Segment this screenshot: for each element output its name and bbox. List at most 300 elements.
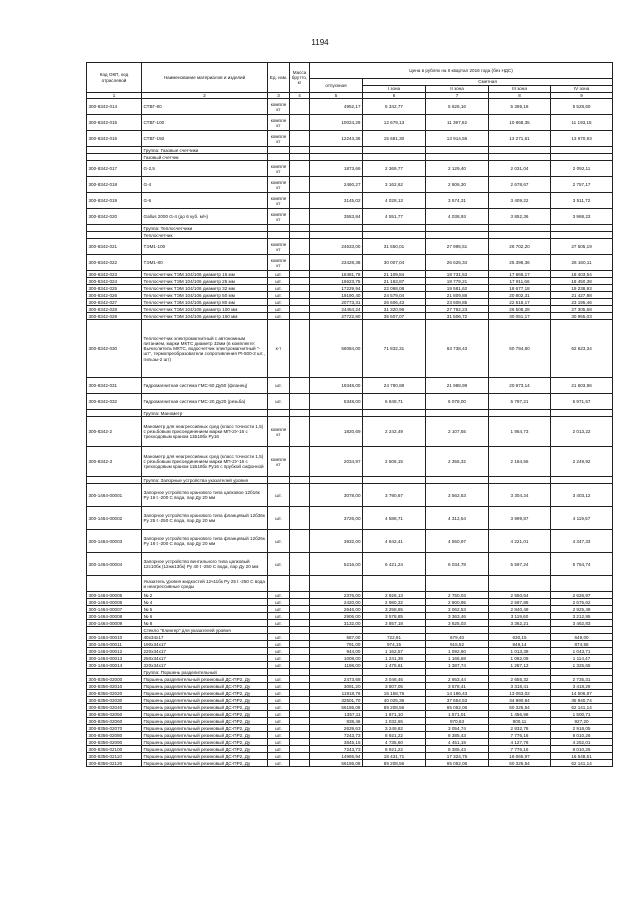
cell-zone-4: 3 968,23 [551, 209, 613, 225]
cell-release: 1873,66 [310, 161, 363, 177]
cell-unit [268, 576, 290, 592]
cell-release: 56084,00 [310, 320, 363, 378]
cell-mass [290, 553, 310, 576]
cell-zone-2: 1 571,01 [426, 711, 489, 718]
group-label: Указатель уровня жидкостей 12ч11бк Ру 25 t -250 С вода и неагрессивные среды [142, 576, 268, 592]
cell-zone-4: 4 252,01 [551, 739, 613, 746]
cell-code: 300-8356-02110 [87, 753, 142, 760]
table-row [87, 641, 613, 648]
cell-zone-3: 3 318,41 [489, 683, 551, 690]
cell-zone-3: 2 655,32 [489, 676, 551, 683]
cell-code [87, 225, 142, 232]
cell-mass [290, 161, 310, 177]
cell-zone-4: 62 623,34 [551, 320, 613, 378]
cell-mass [290, 613, 310, 620]
cell-mass [290, 225, 310, 232]
cell-unit: шт. [268, 613, 290, 620]
cell-release: 16623,75 [310, 278, 363, 285]
cell-mass [290, 410, 310, 417]
cell-code: 300-1464-00010 [87, 634, 142, 641]
cell-zone-3: 3 362,21 [489, 620, 551, 627]
cell-mass [290, 115, 310, 131]
cell-mass [290, 378, 310, 394]
cell-zone-4: 23 195,46 [551, 299, 613, 306]
cell-zone-2 [426, 154, 489, 161]
table-row [87, 613, 613, 620]
cell-zone-4: 2 757,17 [551, 177, 613, 193]
cell-zone-4 [551, 232, 613, 239]
cell-zone-1 [363, 410, 426, 417]
cell-mass [290, 599, 310, 606]
group-row [87, 410, 613, 417]
cell-zone-1 [363, 232, 426, 239]
cell-unit [268, 410, 290, 417]
cell-zone-1: 3 857,18 [363, 620, 426, 627]
cell-zone-4: 1 500,71 [551, 711, 613, 718]
col-num: 3 [268, 93, 290, 99]
table-row [87, 530, 613, 553]
cell-zone-2 [426, 147, 489, 154]
group-row [87, 154, 613, 161]
table-row [87, 655, 613, 662]
cell-release: 2906,00 [310, 613, 363, 620]
cell-code [87, 232, 142, 239]
cell-mass [290, 627, 310, 634]
cell-code: 300-8342-3 [87, 447, 142, 477]
cell-release: 838,46 [310, 718, 363, 725]
cell-code: 300-8342-016 [87, 131, 142, 147]
cell-zone-1: 31 320,96 [363, 306, 426, 313]
cell-zone-1 [363, 154, 426, 161]
cell-zone-1: 2 506,15 [363, 447, 426, 477]
cell-zone-1: 3 578,85 [363, 613, 426, 620]
cell-zone-2: 65 052,06 [426, 760, 489, 767]
cell-name: № 8 [142, 620, 268, 627]
cell-unit: шт. [268, 292, 290, 299]
cell-release: 1820,69 [310, 417, 363, 447]
page-number: 1194 [311, 38, 329, 47]
cell-zone-4: 4 347,33 [551, 530, 613, 553]
cell-zone-1: 2 980,32 [363, 599, 426, 606]
cell-zone-4: 874,55 [551, 641, 613, 648]
cell-code: 300-1464-00014 [87, 662, 142, 669]
table-row [87, 306, 613, 313]
cell-name: Поршень разделительный резиновый ДС-ПР2, Ду [142, 760, 268, 767]
cell-zone-2: 6 034,78 [426, 553, 489, 576]
cell-unit: шт. [268, 725, 290, 732]
cell-unit: компле кт [268, 447, 290, 477]
cell-zone-3 [489, 669, 551, 676]
cell-release: 1357,11 [310, 711, 363, 718]
cell-zone-2: 4 038,93 [426, 209, 489, 225]
cell-name: Манометр для неагрессивных сред (класс точности 1,5) с резьбовым присоединением марки МП-2У-16 с трехходовым краном 11Б18бк Ру16 [142, 417, 268, 447]
cell-code: 300-8356-02050 [87, 711, 142, 718]
cell-zone-1: 24 780,89 [363, 378, 426, 394]
cell-zone-4: 1 325,65 [551, 662, 613, 669]
cell-release: 3932,00 [310, 530, 363, 553]
cell-zone-4: 16 548,51 [551, 753, 613, 760]
cell-mass [290, 177, 310, 193]
cell-zone-2: 27 995,51 [426, 239, 489, 255]
cell-zone-4: 649,00 [551, 634, 613, 641]
cell-release: 791,00 [310, 641, 363, 648]
cell-zone-3: 18 677,18 [489, 285, 551, 292]
cell-zone-3: 849,14 [489, 641, 551, 648]
cell-zone-4: 927,20 [551, 718, 613, 725]
cell-unit: компле кт [268, 239, 290, 255]
cell-zone-2: 63 738,43 [426, 320, 489, 378]
cell-code: 300-1464-00004 [87, 553, 142, 576]
cell-release: 17229,94 [310, 285, 363, 292]
table-row [87, 417, 613, 447]
cell-code: 300-8356-02020 [87, 690, 142, 697]
cell-unit: компле кт [268, 209, 290, 225]
cell-zone-2: 3 574,31 [426, 193, 489, 209]
cell-zone-4: 35 940,74 [551, 697, 613, 704]
cell-name: № 6 [142, 613, 268, 620]
cell-zone-2: 6 078,00 [426, 394, 489, 410]
cell-code [87, 477, 142, 484]
cell-unit: шт. [268, 313, 290, 320]
cell-mass [290, 711, 310, 718]
cell-zone-1: 22 068,08 [363, 285, 426, 292]
col-num: 6 [363, 93, 426, 99]
cell-zone-4: 18 450,38 [551, 278, 613, 285]
table-row [87, 711, 613, 718]
group-label: Стекло "Клингер" для указателей уровня [142, 627, 268, 634]
cell-zone-2: 2 129,40 [426, 161, 489, 177]
group-row [87, 627, 613, 634]
cell-zone-2: 23 608,85 [426, 299, 489, 306]
cell-mass [290, 394, 310, 410]
cell-code: 300-8356-02120 [87, 760, 142, 767]
cell-name: Теплосчетчик ТЭМ 104/106 диаметр 32 мм [142, 285, 268, 292]
cell-mass [290, 753, 310, 760]
cell-name: Поршень разделительный резиновый ДС-ПР2, Ду [142, 746, 268, 753]
cell-unit: компле кт [268, 131, 290, 147]
cell-zone-1: 4 588,71 [363, 507, 426, 530]
cell-release [310, 627, 363, 634]
cell-zone-1 [363, 225, 426, 232]
cell-zone-2: 4 550,97 [426, 530, 489, 553]
group-row [87, 147, 613, 154]
cell-mass [290, 732, 310, 739]
cell-zone-4: 26 160,11 [551, 255, 613, 271]
group-row [87, 477, 613, 484]
cell-mass [290, 530, 310, 553]
cell-zone-3: 630,15 [489, 634, 551, 641]
cell-zone-4: 8 010,26 [551, 732, 613, 739]
cell-name: Теплосчетчик ТЭМ 104/106 диаметр 15 мм [142, 271, 268, 278]
cell-zone-3: 7 776,16 [489, 732, 551, 739]
cell-zone-1: 15 158,76 [363, 690, 426, 697]
cell-code [87, 627, 142, 634]
table-row [87, 634, 613, 641]
table-row [87, 662, 613, 669]
table-row [87, 285, 613, 292]
cell-release [310, 576, 363, 592]
cell-code: 300-8342-023 [87, 271, 142, 278]
cell-release: 27722,80 [310, 313, 363, 320]
cell-mass [290, 576, 310, 592]
cell-zone-1 [363, 669, 426, 676]
cell-zone-1: 18 431,71 [363, 753, 426, 760]
cell-zone-4 [551, 627, 613, 634]
cell-zone-3: 3 304,24 [489, 484, 551, 507]
cell-mass [290, 255, 310, 271]
cell-release: 3078,00 [310, 484, 363, 507]
cell-zone-2: 1 387,74 [426, 662, 489, 669]
cell-name: Манометр для неагрессивных сред (класс точности 1,5) с резьбовым присоединением марки МП-2У-16 с трехходовым краном 11Б18бк Ру16 с прубкой сифонной [142, 447, 268, 477]
cell-zone-4: 5 971,57 [551, 394, 613, 410]
cell-mass [290, 739, 310, 746]
cell-mass [290, 306, 310, 313]
cell-zone-1: 1 241,39 [363, 655, 426, 662]
cell-mass [290, 99, 310, 115]
cell-name: Теплосчетчик ТЭМ 104/106 диаметр 50 мм [142, 292, 268, 299]
table-row [87, 484, 613, 507]
cell-unit: шт. [268, 676, 290, 683]
cell-zone-1: 3 048,46 [363, 676, 426, 683]
cell-zone-2 [426, 232, 489, 239]
cell-zone-4: 2 092,11 [551, 161, 613, 177]
cell-zone-1: 21 109,84 [363, 271, 426, 278]
cell-zone-2: 3 625,03 [426, 620, 489, 627]
cell-name: Поршень разделительный резиновый ДС-ПР2, Ду [142, 683, 268, 690]
cell-release: 3132,00 [310, 620, 363, 627]
cell-zone-2: 915,52 [426, 641, 489, 648]
table-row [87, 394, 613, 410]
cell-code: 300-8342-017 [87, 161, 142, 177]
cell-unit: шт. [268, 683, 290, 690]
cell-zone-2: 4 312,54 [426, 507, 489, 530]
table-row [87, 620, 613, 627]
header-zone-2: II зона [426, 86, 489, 93]
cell-release: 20773,31 [310, 299, 363, 306]
cell-zone-4: 14 506,87 [551, 690, 613, 697]
table-row [87, 697, 613, 704]
cell-zone-4: 21 427,98 [551, 292, 613, 299]
table-row [87, 592, 613, 599]
cell-code: 300-1464-00006 [87, 599, 142, 606]
header-release: отпускная [310, 79, 363, 93]
header-zone-1: I зона [363, 86, 426, 93]
cell-unit: шт. [268, 285, 290, 292]
cell-mass [290, 477, 310, 484]
table-row [87, 131, 613, 147]
cell-unit: шт. [268, 697, 290, 704]
cell-zone-2: 970,63 [426, 718, 489, 725]
cell-zone-2: 8 385,43 [426, 732, 489, 739]
cell-zone-4: 5 764,74 [551, 553, 613, 576]
cell-release: 2460,27 [310, 177, 363, 193]
cell-mass [290, 232, 310, 239]
cell-zone-1: 8 921,22 [363, 746, 426, 753]
table-row [87, 209, 613, 225]
cell-zone-4: 3 511,72 [551, 193, 613, 209]
cell-unit: шт. [268, 662, 290, 669]
table-row [87, 278, 613, 285]
cell-mass [290, 239, 310, 255]
cell-zone-3: 5 797,21 [489, 394, 551, 410]
cell-zone-4: 62 141,14 [551, 704, 613, 711]
cell-unit: шт. [268, 641, 290, 648]
cell-zone-1: 6 421,24 [363, 553, 426, 576]
group-row [87, 576, 613, 592]
cell-mass [290, 669, 310, 676]
header-code: Код ОКП, код отраслевой [87, 63, 142, 93]
cell-unit: шт. [268, 553, 290, 576]
cell-release: 16481,78 [310, 271, 363, 278]
cell-release: 14965,94 [310, 753, 363, 760]
cell-zone-4: 2 249,92 [551, 447, 613, 477]
cell-code: 300-1464-00013 [87, 655, 142, 662]
cell-unit [268, 627, 290, 634]
cell-unit: шт. [268, 306, 290, 313]
cell-name: 250х34х17 [142, 655, 268, 662]
cell-zone-1: 35 507,07 [363, 313, 426, 320]
cell-release: 2376,00 [310, 592, 363, 599]
col-num: 1 [87, 93, 142, 99]
cell-mass [290, 417, 310, 447]
cell-name: G-2,5 [142, 161, 268, 177]
cell-unit: шт. [268, 530, 290, 553]
cell-unit: шт. [268, 753, 290, 760]
cell-zone-1 [363, 147, 426, 154]
cell-name: Теплосчетчик электромагнитный с автономным питанием, марки МКТС диаметр 32мм (в комплекте: Вычислитель МКТС, водосчетчик электромагнитный "-шт", термопреобразователи сопротивления Pt-500-2 шт., гильзы-2 шт) [142, 320, 268, 378]
cell-zone-4: 3 418,29 [551, 683, 613, 690]
cell-unit: шт. [268, 711, 290, 718]
cell-zone-2: 18 779,21 [426, 278, 489, 285]
cell-zone-3: 900,11 [489, 718, 551, 725]
cell-code: 300-8342-026 [87, 292, 142, 299]
cell-zone-1 [363, 576, 426, 592]
cell-zone-2: 8 385,43 [426, 746, 489, 753]
cell-release: 32501,70 [310, 697, 363, 704]
header-zone-3: III зона [489, 86, 551, 93]
table-row [87, 725, 613, 732]
cell-unit: к-т [268, 320, 290, 378]
cell-mass [290, 592, 310, 599]
cell-code: 300-8356-02000 [87, 676, 142, 683]
cell-release: 11918,76 [310, 690, 363, 697]
cell-name: Поршень разделительный резиновый ДС-ПР2, Ду [142, 718, 268, 725]
cell-mass [290, 634, 310, 641]
cell-zone-1: 1 162,57 [363, 648, 426, 655]
table-row [87, 507, 613, 530]
cell-zone-4: 3 462,83 [551, 620, 613, 627]
cell-zone-2: 14 186,43 [426, 690, 489, 697]
cell-unit: шт. [268, 690, 290, 697]
cell-name: Поршень разделительный резиновый ДС-ПР2, Ду [142, 704, 268, 711]
table-row [87, 704, 613, 711]
cell-zone-2: 11 397,62 [426, 115, 489, 131]
cell-zone-3: 1 082,09 [489, 655, 551, 662]
cell-release [310, 225, 363, 232]
cell-name: Теплосчетчик ТЭМ 104/106 диаметр 25 мм [142, 278, 268, 285]
cell-zone-1: 21 163,87 [363, 278, 426, 285]
cell-code: 300-8356-02100 [87, 746, 142, 753]
cell-code: 300-8342-030 [87, 320, 142, 378]
cell-code: 300-8342-029 [87, 313, 142, 320]
cell-unit [268, 225, 290, 232]
cell-mass [290, 154, 310, 161]
cell-name: 220х34х17 [142, 648, 268, 655]
cell-mass [290, 299, 310, 306]
cell-unit [268, 669, 290, 676]
cell-code: 300-8342-032 [87, 394, 142, 410]
cell-zone-4 [551, 576, 613, 592]
cell-zone-4: 21 603,96 [551, 378, 613, 394]
cell-release: 12243,36 [310, 131, 363, 147]
cell-release [310, 232, 363, 239]
table-row [87, 271, 613, 278]
cell-name: Запорное устройство кранового типа цапковое 12б16к Ру 16 t -200 С вода, пар Ду 20 мм [142, 484, 268, 507]
cell-release: 3553,84 [310, 209, 363, 225]
cell-name: Поршень разделительный резиновый ДС-ПР2, Ду [142, 676, 268, 683]
cell-code: 300-8342-019 [87, 193, 142, 209]
cell-zone-3: 60 794,80 [489, 320, 551, 378]
cell-release: 3145,02 [310, 193, 363, 209]
cell-zone-2 [426, 410, 489, 417]
cell-zone-1: 4 551,77 [363, 209, 426, 225]
cell-zone-2: 2 806,30 [426, 177, 489, 193]
cell-unit: компле кт [268, 161, 290, 177]
cell-zone-4: 3 212,95 [551, 613, 613, 620]
cell-name: 40х34х17 [142, 634, 268, 641]
table-row [87, 739, 613, 746]
cell-unit: шт. [268, 732, 290, 739]
cell-zone-3 [489, 627, 551, 634]
cell-zone-2: 1 092,60 [426, 648, 489, 655]
cell-unit: шт. [268, 271, 290, 278]
cell-release: 5348,00 [310, 394, 363, 410]
header-mass: Масса брутто, кг [290, 63, 310, 93]
cell-name: Gallus 2000 G-4 (до 6 куб. м/ч) [142, 209, 268, 225]
cell-zone-1: 69 208,56 [363, 704, 426, 711]
cell-zone-1: 3 162,62 [363, 177, 426, 193]
cell-code: 300-8356-02060 [87, 718, 142, 725]
cell-release: 24633,00 [310, 239, 363, 255]
cell-code: 300-8342-022 [87, 255, 142, 271]
cell-zone-3 [489, 576, 551, 592]
cell-zone-3 [489, 410, 551, 417]
cell-mass [290, 725, 310, 732]
cell-zone-3: 5 369,18 [489, 99, 551, 115]
cell-zone-4: 4 119,57 [551, 507, 613, 530]
cell-zone-1: 6 342,77 [363, 99, 426, 115]
cell-zone-3: 26 702,20 [489, 239, 551, 255]
cell-release: 56195,08 [310, 704, 363, 711]
cell-zone-3: 16 065,97 [489, 753, 551, 760]
cell-release: 24454,24 [310, 306, 363, 313]
cell-name: Поршень разделительный резиновый ДС-ПР2, Ду [142, 725, 268, 732]
cell-zone-1 [363, 627, 426, 634]
cell-zone-3: 22 518,17 [489, 299, 551, 306]
cell-code: 300-8342-028 [87, 306, 142, 313]
header-name: Наименование материалов и изделий [142, 63, 268, 93]
cell-unit: компле кт [268, 417, 290, 447]
cell-zone-2: 19 581,62 [426, 285, 489, 292]
cell-mass [290, 271, 310, 278]
cell-name: Запорное устройство кранового типа фланцевый 12б36к Ру 25 t -250 С вода, пар Ду 20 мм [142, 507, 268, 530]
cell-zone-2: 31 506,72 [426, 313, 489, 320]
cell-release: 2420,00 [310, 599, 363, 606]
cell-release: 1008,00 [310, 655, 363, 662]
cell-zone-2: 3 363,46 [426, 613, 489, 620]
cell-name: G-4 [142, 177, 268, 193]
cell-unit: компле кт [268, 193, 290, 209]
